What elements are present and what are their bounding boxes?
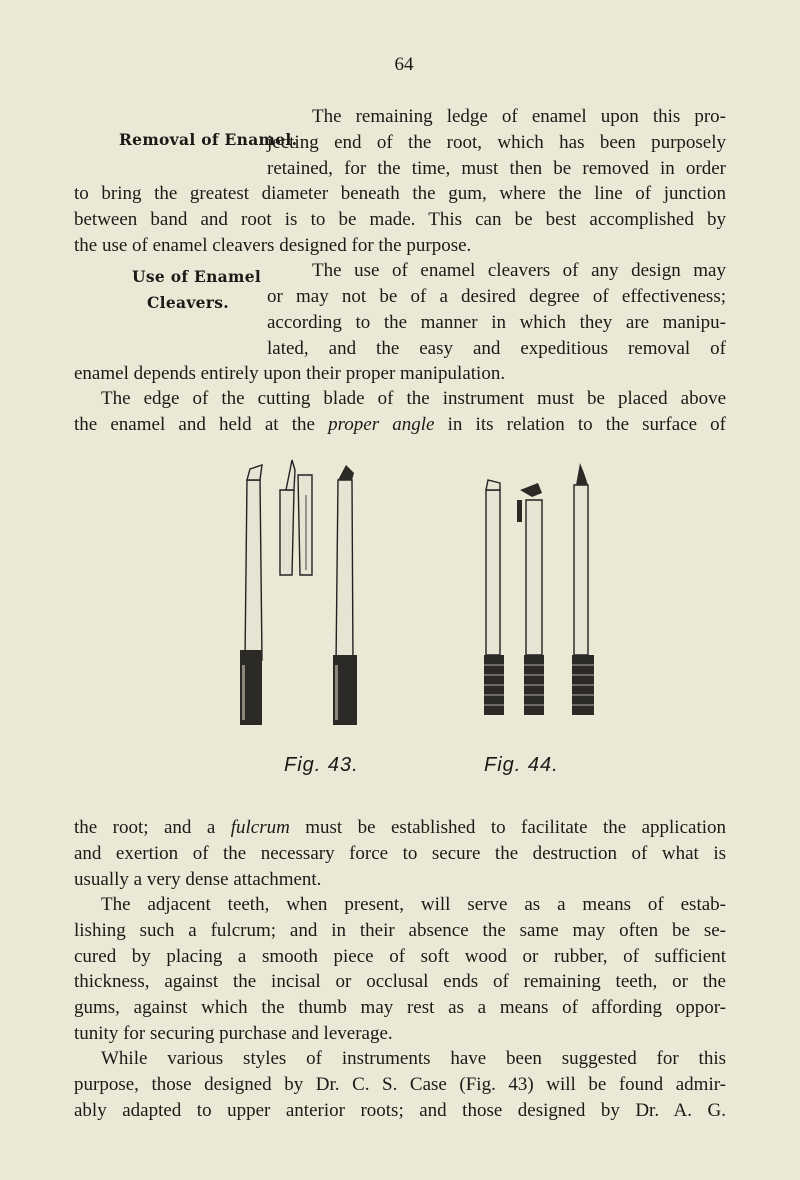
fig43-instrument-left xyxy=(240,465,262,725)
text-line: purpose, those designed by Dr. C. S. Case (Fig. 43) will be found admir- xyxy=(74,1074,726,1095)
text-line: the use of enamel cleavers designed for the purpose. xyxy=(74,235,472,256)
text-line: usually a very dense attachment. xyxy=(74,869,322,890)
text-line: thickness, against the incisal or occlusal ends of remaining teeth, or the xyxy=(74,971,726,992)
text-line: and exertion of the necessary force to secure the destruction of what is xyxy=(74,843,726,864)
text-line: jecting end of the root, which has been purposely xyxy=(267,132,726,153)
figure-44-caption: Fig. 44. xyxy=(484,754,559,776)
text-line: the enamel and held at the proper angle in its relation to the surface of xyxy=(74,414,726,435)
figure-43-enamel-cleavers xyxy=(220,435,610,775)
text-line: lishing such a fulcrum; and in their absence the same may often be se- xyxy=(74,920,726,941)
text-line: The remaining ledge of enamel upon this pro- xyxy=(312,106,726,127)
text-line: ably adapted to upper anterior roots; and those designed by Dr. A. G. xyxy=(74,1100,726,1121)
page-number: 64 xyxy=(394,54,414,75)
margin-note-cleavers: Cleavers. xyxy=(147,293,229,312)
figure-43-caption: Fig. 43. xyxy=(284,754,359,776)
text-line: the root; and a fulcrum must be established to facilitate the application xyxy=(74,817,727,838)
text-line: The adjacent teeth, when present, will serve as a means of estab- xyxy=(101,894,726,915)
text-line: to bring the greatest diameter beneath the gum, where the line of junction xyxy=(74,183,726,204)
text-line: between band and root is to be made. This can be best accomplished by xyxy=(74,209,726,230)
text-line: tunity for securing purchase and leverage. xyxy=(74,1023,393,1044)
fig43-instrument-right xyxy=(333,465,357,725)
text-line: While various styles of instruments have been suggested for this xyxy=(101,1048,726,1069)
text-line: retained, for the time, must then be removed in order xyxy=(267,158,726,179)
fig43-instrument-middle xyxy=(280,460,312,575)
text-line: or may not be of a desired degree of effectiveness; xyxy=(267,286,726,307)
text-line: The edge of the cutting blade of the instrument must be placed above xyxy=(101,388,726,409)
text-line: lated, and the easy and expeditious removal of xyxy=(267,338,726,359)
fig44-instrument-right xyxy=(572,463,594,715)
fig44-instrument-middle xyxy=(517,483,544,715)
figures-enamel-cleavers xyxy=(220,435,610,775)
text-line: cured by placing a smooth piece of soft wood or rubber, of sufficient xyxy=(74,946,726,967)
margin-note-use-of-enamel: Use of Enamel xyxy=(132,267,262,286)
text-line: gums, against which the thumb may rest as a means of affording oppor- xyxy=(74,997,726,1018)
text-line: enamel depends entirely upon their proper manipulation. xyxy=(74,363,506,384)
text-line: The use of enamel cleavers of any design may xyxy=(312,260,726,281)
text-line: according to the manner in which they are manipu- xyxy=(267,312,726,333)
margin-note-removal-of-enamel: Removal of Enamel. xyxy=(119,130,298,149)
fig44-instrument-left xyxy=(484,480,504,715)
